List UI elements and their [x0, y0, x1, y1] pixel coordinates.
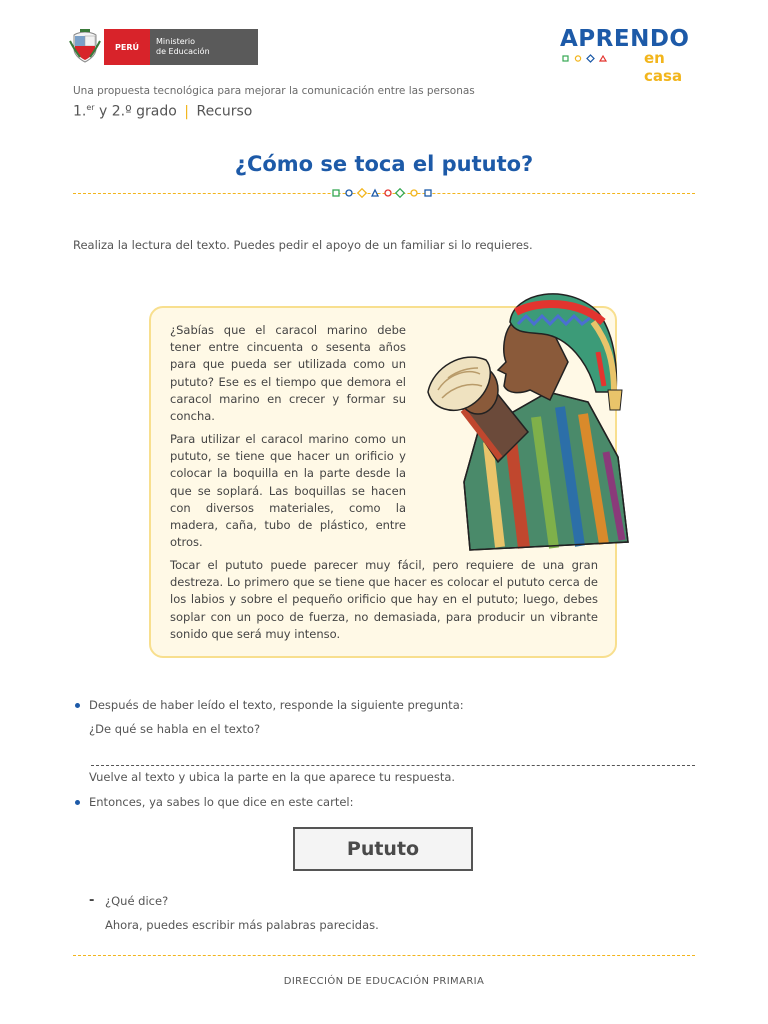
ministry-line-2: de Educación — [156, 47, 210, 56]
bullet-dot — [75, 800, 80, 805]
answer-line[interactable] — [91, 765, 695, 766]
brand-main: APRENDO — [560, 26, 690, 52]
ministry-line-1: Ministerio — [156, 37, 196, 46]
question-1: Después de haber leído el texto, responde la siguiente pregunta: — [89, 698, 464, 712]
grade-resource-line — [73, 103, 252, 120]
reading-paragraph-3: Tocar el pututo puede parecer muy fácil, pero requiere de una gran destreza. Lo primero que se tiene que hacer es colocar el pututo cerca de los labios y sobre el pequeño orificio que hay en el pututo; luego, debes soplar con un poco de fuerza, no demasiada, para producir un vibrante sonido que será muy intenso. — [170, 558, 598, 641]
tagline: Una propuesta tecnológica para mejorar la comunicación entre las personas — [73, 85, 475, 97]
question-1-sub: ¿De qué se habla en el texto? — [89, 722, 261, 736]
peru-shield-icon — [68, 29, 102, 65]
dash-bullet: - — [89, 893, 95, 908]
reading-paragraph-1: ¿Sabías que el caracol marino debe tener entre cincuenta o sesenta años para que pueda ser utilizada como un pututo? Ese es el tiempo que demora el caracol marino en crecer y formar su concha. — [170, 323, 406, 424]
question-5: Ahora, puedes escribir más palabras parecidas. — [105, 918, 379, 932]
grade-number: 1. — [73, 103, 87, 120]
minedu-logo — [68, 29, 258, 65]
shapes-decoration-icon — [562, 54, 642, 64]
word-sign: Pututo — [293, 827, 473, 871]
intro-instruction: Realiza la lectura del texto. Puedes pedir el apoyo de un familiar si lo requieres. — [73, 238, 533, 252]
question-3: Entonces, ya sabes lo que dice en este cartel: — [89, 795, 354, 809]
aprendo-en-casa-logo — [560, 26, 700, 85]
question-4: ¿Qué dice? — [105, 894, 169, 908]
resource-label: Recurso — [196, 103, 253, 120]
brand-sub: en casa — [644, 49, 683, 85]
reading-paragraph-2: Para utilizar el caracol marino como un pututo, se tiene que hacer un orificio y colocar la boquilla en la parte desde la que se soplará. Las boquillas se hacen con diversos materiales, como la madera, caña, tubo de plástico, entre otros. — [170, 432, 406, 550]
shapes-decoration-icon — [332, 187, 436, 199]
grade-text: y 2.º grado — [94, 103, 177, 120]
separator: | — [184, 103, 190, 120]
bullet-dot — [75, 703, 80, 708]
man-blowing-pututo-illustration — [418, 282, 634, 554]
question-2: Vuelve al texto y ubica la parte en la que aparece tu respuesta. — [89, 770, 456, 784]
footer-divider — [73, 955, 695, 956]
grade-superscript: er — [86, 103, 95, 112]
ministry-label — [150, 29, 258, 65]
page-title: ¿Cómo se toca el pututo? — [234, 152, 534, 176]
footer-label: DIRECCIÓN DE EDUCACIÓN PRIMARIA — [283, 976, 485, 987]
peru-label: PERÚ — [104, 29, 150, 65]
